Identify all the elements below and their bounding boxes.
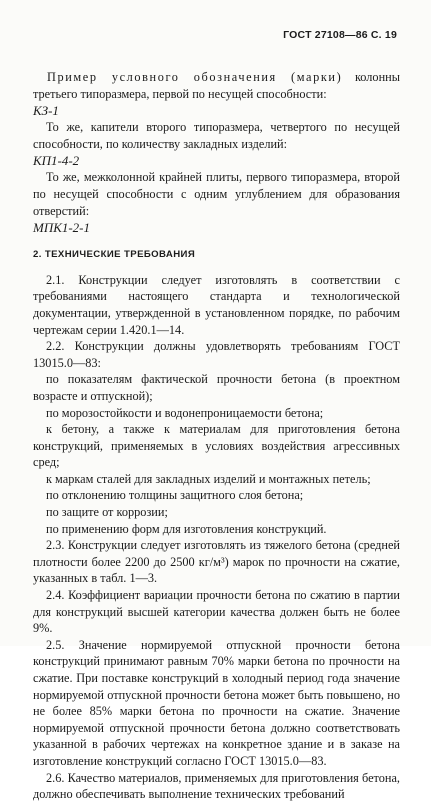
example-text: колонны третьего типоразмера, первой по несущей способности: [33,70,400,101]
clause-2-2-item-corrosion: по защите от коррозии; [46,505,168,520]
clause-2-2: 2.2. Конструкции должны удовлетворять требованиям ГОСТ 13015.0—83: [33,339,400,370]
slab-example-paragraph: То же, межколонной крайней плиты, первого типоразмера, второй по несущей способности с одним углублением для образования отверстий: [33,170,400,218]
page-content [33,69,400,803]
designation-example-paragraph [33,69,400,102]
section-title: 2. ТЕХНИЧЕСКИЕ ТРЕБОВАНИЯ [33,249,196,261]
clause-2-2-item-steel: к маркам сталей для закладных изделий и монтажных петель; [46,471,371,486]
capital-example-paragraph: То же, капители второго типоразмера, четвертого по несущей способности, по количеству закладных изделий: [33,120,400,151]
clause-2-3: 2.3. Конструкции следует изготовлять из тяжелого бетона (средней плотности более 2200 до 2500 кг/м³) марок по прочности на сжатие, указанных в табл. 1—3. [33,538,400,586]
clause-2-2-item-concrete: к бетону, а также к материалам для приготовления бетона конструкций, применяемых в условиях воздействия агрессивных сред; [33,422,400,470]
clause-2-2-item-strength: по показателям фактической прочности бетона (в проектном возрасте и отпускной); [33,372,400,403]
clause-2-2-item-forms: по применению форм для изготовления конструкций. [46,521,327,536]
designation-mark-column: КЗ-1 [33,103,59,119]
designation-mark-slab: МПК1-2-1 [33,220,91,236]
clause-2-2-item-frost: по морозостойкости и водонепроницаемости бетона; [46,405,324,420]
example-label: Пример условного обозначения (марки) [47,70,343,84]
designation-mark-capital: КП1-4-2 [33,153,80,169]
page-header: ГОСТ 27108—86 С. 19 [283,29,397,41]
clause-2-5: 2.5. Значение нормируемой отпускной прочности бетона конструкций принимают равным 70% марки бетона по прочности на сжатие. При поставке конструкций в холодный период года значение нормируемой отпускной прочности бетона может быть повышено, но не более 85% марки бетона по прочности на сжатие. Значение нормируемой отпускной прочности бетона должно соответствовать указанной в рабочих чертежах на конкретное здание и в заказе на изготовление конструкций согласно ГОСТ 13015.0—83. [33,637,400,768]
clause-2-2-item-cover: по отклонению толщины защитного слоя бетона; [46,488,304,503]
clause-2-6: 2.6. Качество материалов, применяемых для приготовления бетона, должно обеспечивать выполнение технических требований [33,770,400,802]
clause-2-4: 2.4. Коэффициент вариации прочности бетона по сжатию в партии для конструкций высшей категории качества должен быть не более 9%. [33,588,400,636]
clause-2-1: 2.1. Конструкции следует изготовлять в соответствии с требованиями настоящего стандарта и технологической документации, утвержденной в установленном порядке, по рабочим чертежам серии 1.420.1—14. [33,272,400,337]
